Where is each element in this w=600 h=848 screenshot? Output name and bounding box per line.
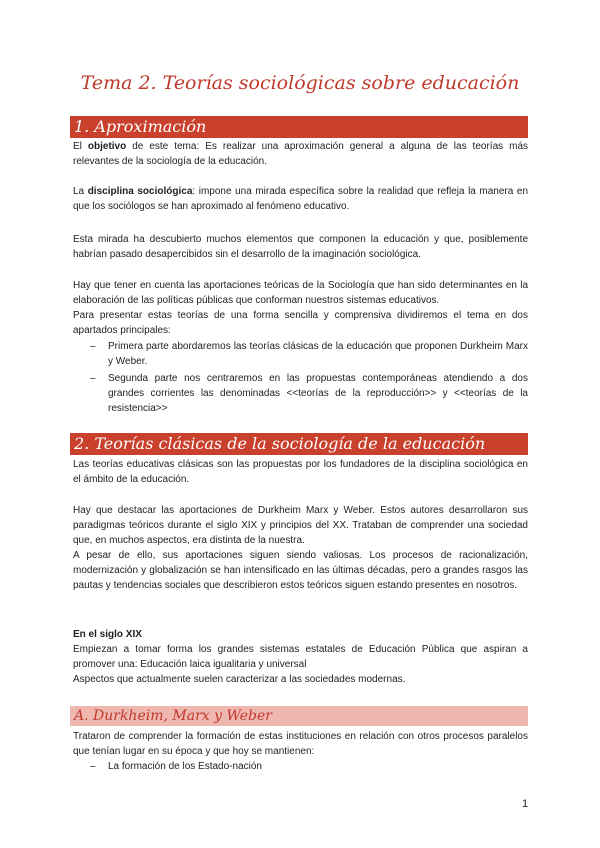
paragraph-text: A pesar de ello, sus aportaciones siguen siendo valiosas. Los procesos de racionalización, modernización y globalización se han intensificado en las últimas décadas, pero a grandes rasgos las pautas y tendencias sociales que describieron estos teóricos siguen estando presentes en nosotros. (73, 550, 528, 591)
dash-bullet-icon: – (90, 341, 96, 352)
page-number: 1 (522, 798, 529, 810)
siglo-xix-heading: En el siglo XIX (73, 629, 142, 640)
section1-paragraph-disciplina (73, 184, 528, 214)
paragraph-text: Aspectos que actualmente suelen caracterizar a las sociedades modernas. (73, 674, 406, 685)
dash-bullet-icon: – (90, 761, 96, 772)
dash-bullet-icon: – (90, 373, 96, 384)
list-item (73, 339, 528, 369)
bold-term: disciplina sociológica (87, 186, 193, 197)
document-title: Tema 2. Teorías sociológicas sobre educación (80, 72, 520, 94)
text: La (73, 186, 88, 197)
section1-paragraph-objetivo (73, 139, 528, 169)
paragraph-text: Esta mirada ha descubierto muchos elementos que componen la educación y que, posiblemente habrían pasado desapercibidos sin el desarrollo de la imaginación sociológica. (73, 234, 528, 260)
section2-paragraph-intro (73, 457, 528, 487)
text: El (73, 141, 88, 152)
subsectionA-bullet-list (73, 759, 528, 774)
paragraph-text: Hay que tener en cuenta las aportaciones teóricas de la Sociología que han sido determinantes en la elaboración de las políticas públicas que conforman nuestros sistemas educativos. (73, 280, 528, 306)
paragraph-text: Empiezan a tomar forma los grandes sistemas estatales de Educación Pública que aspiran a promover una: Educación laica igualitaria y universal (73, 644, 528, 670)
list-item (73, 371, 528, 416)
bold-term: objetivo (87, 141, 127, 152)
list-item-text: Segunda parte nos centraremos en las propuestas contemporáneas atendiendo a dos grandes corrientes las denominadas <<teorías de la reproducción>> y <<teorías de la resistencia>> (108, 373, 528, 414)
section2-siglo-xix (73, 627, 528, 687)
section-heading-aproximacion: 1. Aproximación (70, 116, 528, 138)
subsection-heading-durkheim-marx-weber: A. Durkheim, Marx y Weber (70, 706, 528, 726)
subsectionA-paragraph (73, 729, 528, 759)
section1-paragraph-aportaciones (73, 278, 528, 338)
list-item-text: Primera parte abordaremos las teorías clásicas de la educación que proponen Durkheim Marx y Weber. (108, 341, 528, 367)
paragraph-text: Para presentar estas teorías de una forma sencilla y comprensiva dividiremos el tema en dos apartados principales: (73, 310, 528, 336)
section1-bullet-list (73, 339, 528, 416)
list-item (73, 759, 528, 774)
list-item-text: La formación de los Estado-nación (108, 761, 262, 772)
section2-paragraph-aportaciones (73, 503, 528, 593)
text: de este tema: Es realizar una aproximación general a alguna de las teorías más relevantes de la sociología de la educación. (73, 141, 529, 167)
section1-paragraph-mirada (73, 232, 528, 262)
paragraph-text: Hay que destacar las aportaciones de Durkheim Marx y Weber. Estos autores desarrollaron sus paradigmas teóricos durante el siglo XIX y principios del XX. Trataban de comprender una sociedad que, en muchos aspectos, era distinta de la nuestra. (73, 505, 528, 546)
paragraph-text: Trataron de comprender la formación de estas instituciones en relación con otros procesos paralelos que tenían lugar en su época y que hoy se mantienen: (73, 731, 528, 757)
text: : impone una mirada específica sobre la realidad que refleja la manera en que los sociólogos se han aproximado al fenómeno educativo. (73, 186, 529, 212)
section-heading-teorias-clasicas: 2. Teorías clásicas de la sociología de la educación (70, 433, 528, 455)
paragraph-text: Las teorías educativas clásicas son las propuestas por los fundadores de la disciplina sociológica en el ámbito de la educación. (73, 459, 528, 485)
